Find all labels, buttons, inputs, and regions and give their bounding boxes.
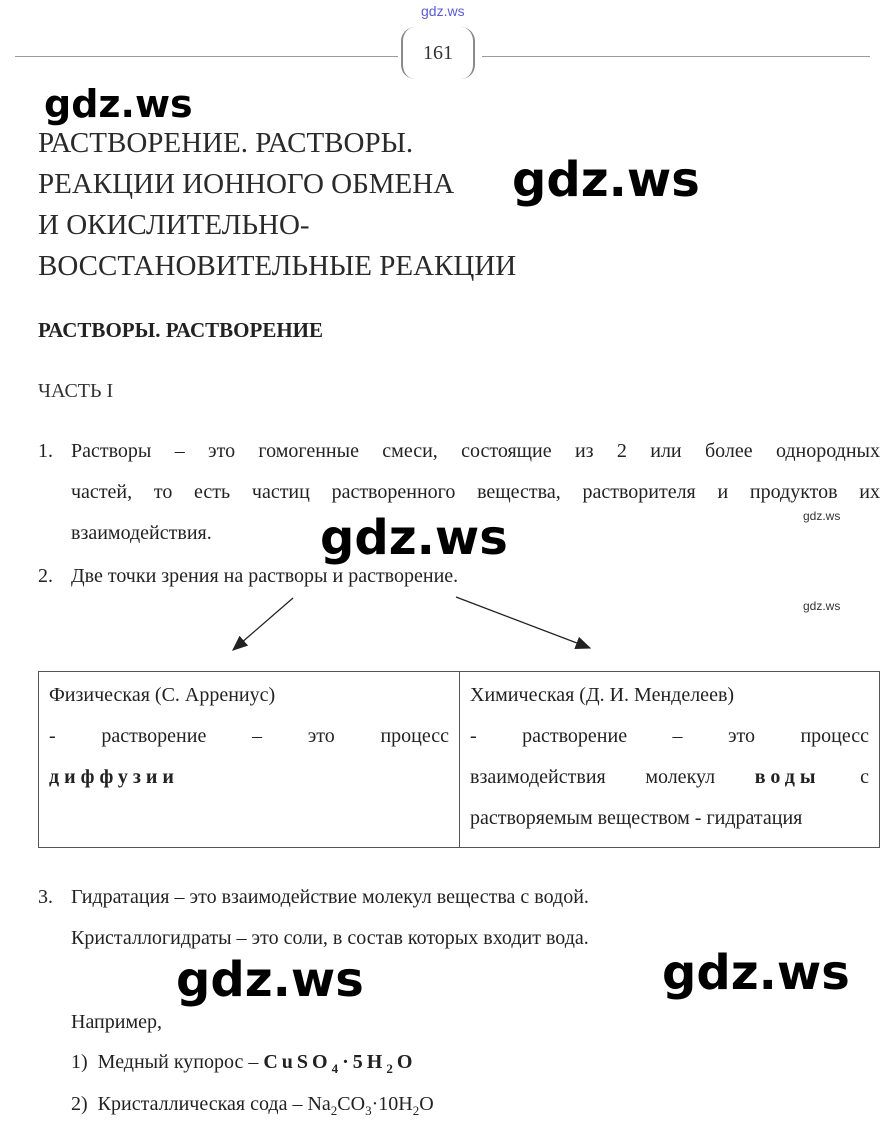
word: воды (754, 766, 821, 788)
table-cell-physical (39, 672, 460, 848)
item-1 (0, 431, 880, 554)
watermark-logo: gdz.ws (320, 510, 508, 566)
chapter-title-line: ВОССТАНОВИТЕЛЬНЫЕ РЕАКЦИИ (38, 250, 517, 282)
views-table (38, 671, 880, 848)
table-cell-chemical (460, 672, 880, 848)
word: – (252, 725, 263, 747)
watermark-small: gdz.ws (803, 599, 841, 613)
example-1 (71, 1042, 416, 1089)
chapter-title-line: РЕАКЦИИ ИОННОГО ОБМЕНА (38, 168, 455, 200)
formula-cuso4: $CuSO_4\cdot 5H_2O$ (263, 1051, 417, 1076)
item-3-line: Гидратация – это взаимодействие молекул вещества с водой. (71, 886, 589, 908)
word: процесс (380, 725, 449, 747)
item-number: 3. (38, 886, 53, 908)
example-number: 2) (71, 1093, 88, 1115)
cell-line: растворяемым веществом - гидратация (470, 807, 803, 829)
example-label: Например, (71, 1011, 162, 1033)
watermark-small: gdz.ws (803, 509, 841, 523)
word: – (672, 725, 683, 747)
chapter-title-line: РАСТВОРЕНИЕ. РАСТВОРЫ. (38, 127, 414, 159)
word: процесс (800, 725, 869, 747)
example-number: 1) (71, 1051, 88, 1073)
item-1-line: частей, то есть частиц растворенного вещества, растворителя и продуктов их (71, 481, 880, 503)
word: - (470, 725, 477, 747)
cell-heading: Физическая (С. Аррениус) (49, 684, 276, 706)
cell-line (49, 716, 449, 757)
item-1-line: взаимодействия. (71, 522, 212, 544)
header-rule-right (482, 56, 870, 57)
item-number: 1. (38, 440, 53, 462)
cell-heading: Химическая (Д. И. Менделеев) (470, 684, 735, 706)
part-label: ЧАСТЬ I (38, 380, 114, 402)
example-text: Кристаллическая сода – (97, 1093, 308, 1115)
header-rule-left (15, 56, 398, 57)
example-text: Медный купорос – (97, 1051, 264, 1073)
page-number: 161 (401, 27, 475, 79)
formula-na2co3: $Na_2CO_3\cdot 10H_2O$ (307, 1093, 434, 1118)
arrow-left (233, 598, 293, 650)
item-1-line: Растворы – это гомогенные смеси, состоящие из 2 или более однородных (71, 440, 880, 462)
watermark-logo: gdz.ws (176, 952, 364, 1008)
top-watermark: gdz.ws (421, 3, 465, 19)
chapter-title (38, 123, 658, 287)
arrow-right (456, 597, 590, 648)
item-number: 2. (38, 565, 53, 587)
diagram-arrows (0, 590, 895, 660)
word: - (49, 725, 56, 747)
watermark-logo: gdz.ws (662, 945, 850, 1001)
word: молекул (645, 766, 716, 788)
cell-line (470, 757, 869, 798)
word: взаимодействия (470, 766, 606, 788)
item-3 (0, 877, 880, 959)
cell-emphasis: диффузии (49, 766, 179, 788)
word: с (860, 766, 869, 788)
chapter-title-line: И ОКИСЛИТЕЛЬНО- (38, 209, 310, 241)
cell-line (470, 716, 869, 757)
word: это (727, 725, 756, 747)
table-row (39, 672, 880, 848)
example-2 (71, 1084, 434, 1131)
section-subtitle: РАСТВОРЫ. РАСТВОРЕНИЕ (38, 318, 324, 342)
item-3-line: Кристаллогидраты – это соли, в состав которых входит вода. (71, 927, 589, 949)
watermark-logo: gdz.ws (512, 152, 700, 208)
watermark-logo: gdz.ws (44, 82, 193, 126)
word: это (307, 725, 335, 747)
word: растворение (101, 725, 207, 747)
word: растворение (522, 725, 628, 747)
item-2-text: Две точки зрения на растворы и растворение. (71, 565, 459, 587)
